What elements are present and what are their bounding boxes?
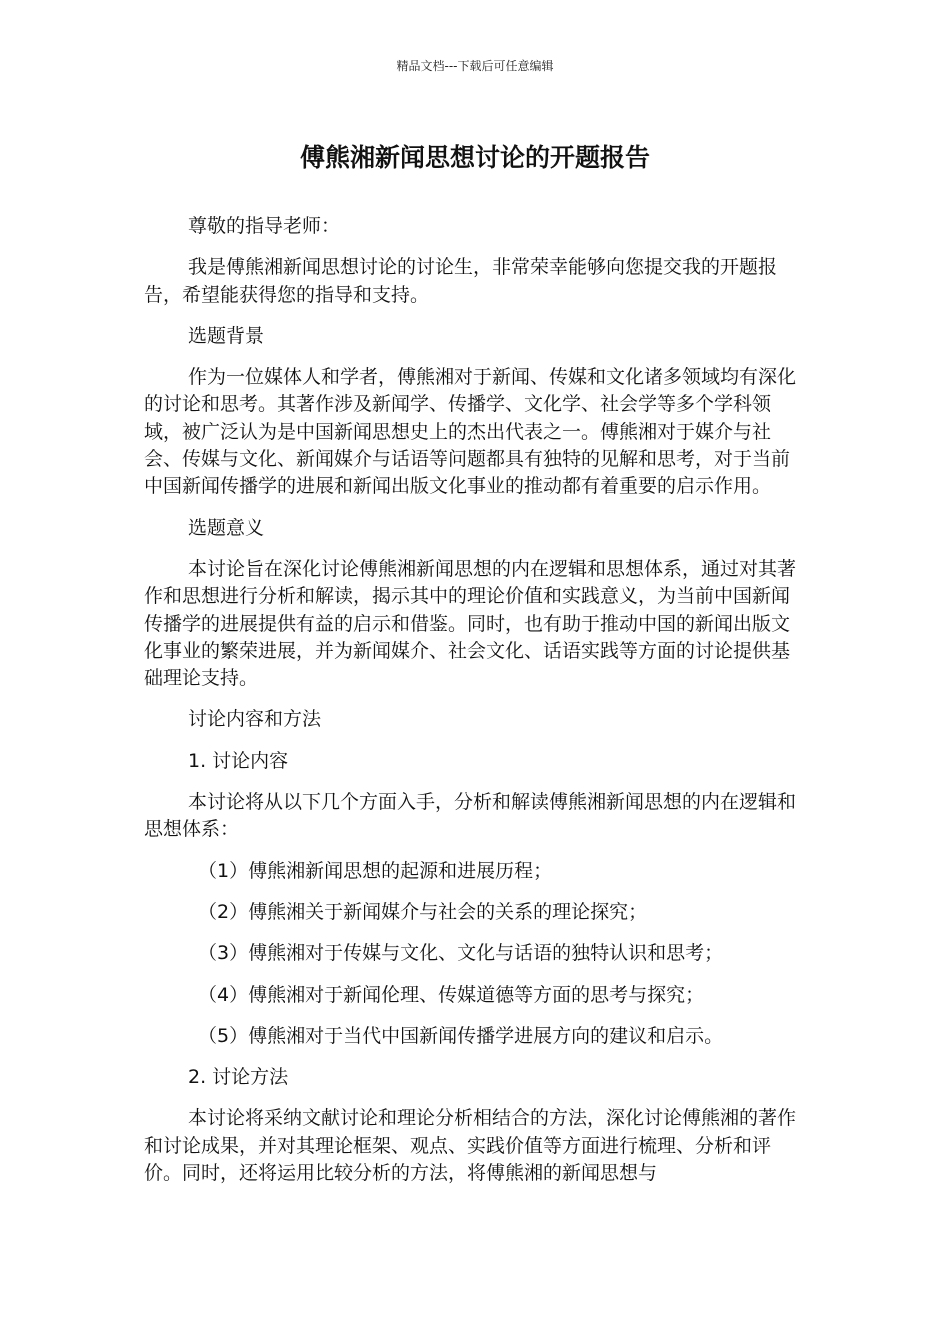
method-paragraph: 本讨论将采纳文献讨论和理论分析相结合的方法，深化讨论傅熊湘的著作和讨论成果，并对其理论框架、观点、实践价值等方面进行梳理、分析和评价。同时，还将运用比较分析的方法，将傅熊湘的新闻思想与 (144, 1107, 797, 1185)
header-note: 精品文档---下载后可任意编辑 (396, 59, 554, 73)
content-heading: 1. 讨论内容 (188, 749, 289, 772)
intro-paragraph: 我是傅熊湘新闻思想讨论的讨论生，非常荣幸能够向您提交我的开题报告，希望能获得您的指导和支持。 (144, 256, 778, 306)
greeting: 尊敬的指导老师： (188, 215, 341, 237)
content-item: （2）傅熊湘关于新闻媒介与社会的关系的理论探究； (198, 900, 648, 923)
method-heading: 2. 讨论方法 (188, 1066, 289, 1089)
content-item: （3）傅熊湘对于传媒与文化、文化与话语的独特认识和思考； (198, 942, 724, 965)
content-intro-paragraph: 本讨论将从以下几个方面入手，分析和解读傅熊湘新闻思想的内在逻辑和思想体系： (144, 791, 797, 841)
document-body (144, 213, 796, 1187)
content-item: （5）傅熊湘对于当代中国新闻传播学进展方向的建议和启示。 (198, 1024, 724, 1047)
significance-paragraph: 本讨论旨在深化讨论傅熊湘新闻思想的内在逻辑和思想体系，通过对其著作和思想进行分析和解读，揭示其中的理论价值和实践意义，为当前中国新闻传播学的进展提供有益的启示和借鉴。同时，也有助于推动中国的新闻出版文化事业的繁荣进展，并为新闻媒介、社会文化、话语实践等方面的讨论提供基础理论支持。 (144, 557, 797, 690)
content-item: （1）傅熊湘新闻思想的起源和进展历程； (198, 859, 553, 882)
significance-heading: 选题意义 (188, 516, 265, 539)
content-method-heading: 讨论内容和方法 (188, 708, 322, 731)
background-paragraph: 作为一位媒体人和学者，傅熊湘对于新闻、传媒和文化诸多领域均有深化的讨论和思考。其著作涉及新闻学、传播学、文化学、社会学等多个学科领域，被广泛认为是中国新闻思想史上的杰出代表之一。傅熊湘对于媒介与社会、传媒与文化、新闻媒介与话语等问题都具有独特的见解和思考，对于当前中国新闻传播学的进展和新闻出版文化事业的推动都有着重要的启示作用。 (144, 366, 797, 498)
document-title: 傅熊湘新闻思想讨论的开题报告 (299, 143, 650, 172)
content-item: （4）傅熊湘对于新闻伦理、传媒道德等方面的思考与探究； (198, 983, 705, 1006)
background-heading: 选题背景 (188, 324, 265, 347)
